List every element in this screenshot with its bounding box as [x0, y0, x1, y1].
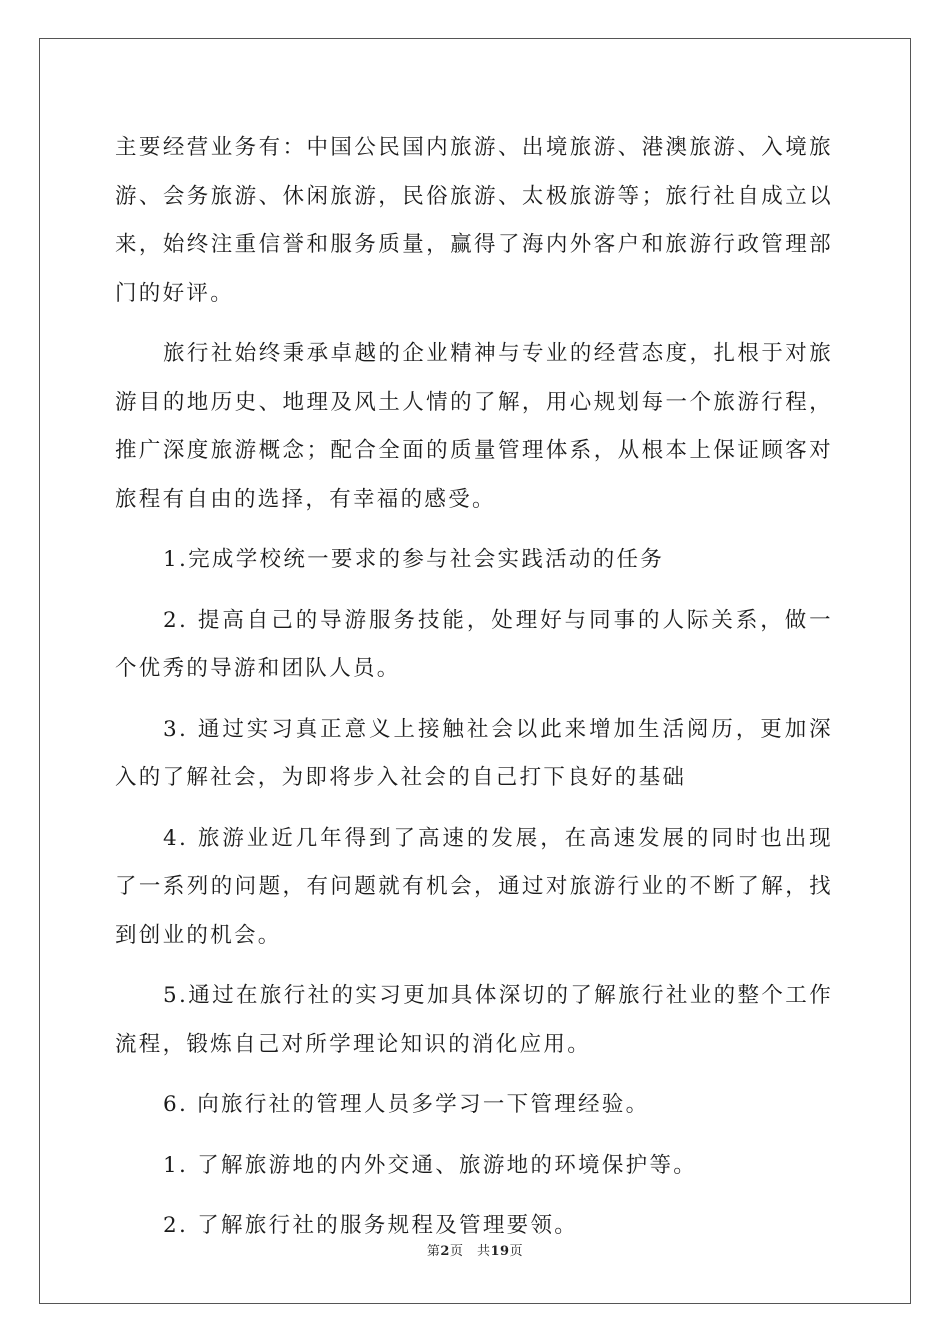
list-item-goal-6: 6. 向旅行社的管理人员多学习一下管理经验。	[163, 1092, 650, 1117]
paragraph-business-scope: 主要经营业务有：中国公民国内旅游、出境旅游、港澳旅游、入境旅游、会务旅游、休闲旅游，民俗旅游、太极旅游等；旅行社自成立以来，始终注重信誉和服务质量，赢得了海内外客户和旅游行政管理部门的好评。	[115, 135, 833, 306]
list-item-goal-2: 2. 提高自己的导游服务技能，处理好与同事的人际关系，做一个优秀的导游和团队人员。	[115, 607, 833, 681]
footer-middle: 页 共	[449, 1244, 491, 1259]
list-item-goal-1: 1.完成学校统一要求的参与社会实践活动的任务	[163, 547, 665, 572]
footer-page-number: 2	[440, 1244, 450, 1259]
footer-total-pages: 19	[490, 1244, 510, 1259]
list-item-task-2: 2. 了解旅行社的服务规程及管理要领。	[163, 1213, 579, 1238]
document-body	[115, 124, 833, 1251]
list-item-goal-3: 3. 通过实习真正意义上接触社会以此来增加生活阅历，更加深入的了解社会，为即将步入社会的自己打下良好的基础	[115, 716, 833, 790]
list-item-goal-5: 5.通过在旅行社的实习更加具体深切的了解旅行社业的整个工作流程，锻炼自己对所学理论知识的消化应用。	[115, 983, 833, 1057]
footer-prefix: 第	[426, 1244, 441, 1259]
list-item-task-1: 1. 了解旅游地的内外交通、旅游地的环境保护等。	[163, 1152, 698, 1178]
paragraph-company-philosophy: 旅行社始终秉承卓越的企业精神与专业的经营态度，扎根于对旅游目的地历史、地理及风土人情的了解，用心规划每一个旅游行程，推广深度旅游概念；配合全面的质量管理体系，从根本上保证顾客对旅程有自由的选择，有幸福的感受。	[115, 341, 833, 512]
page-footer	[0, 1244, 950, 1260]
footer-suffix: 页	[509, 1244, 524, 1259]
list-item-goal-4: 4. 旅游业近几年得到了高速的发展，在高速发展的同时也出现了一系列的问题，有问题就有机会，通过对旅游行业的不断了解，找到创业的机会。	[115, 825, 833, 948]
